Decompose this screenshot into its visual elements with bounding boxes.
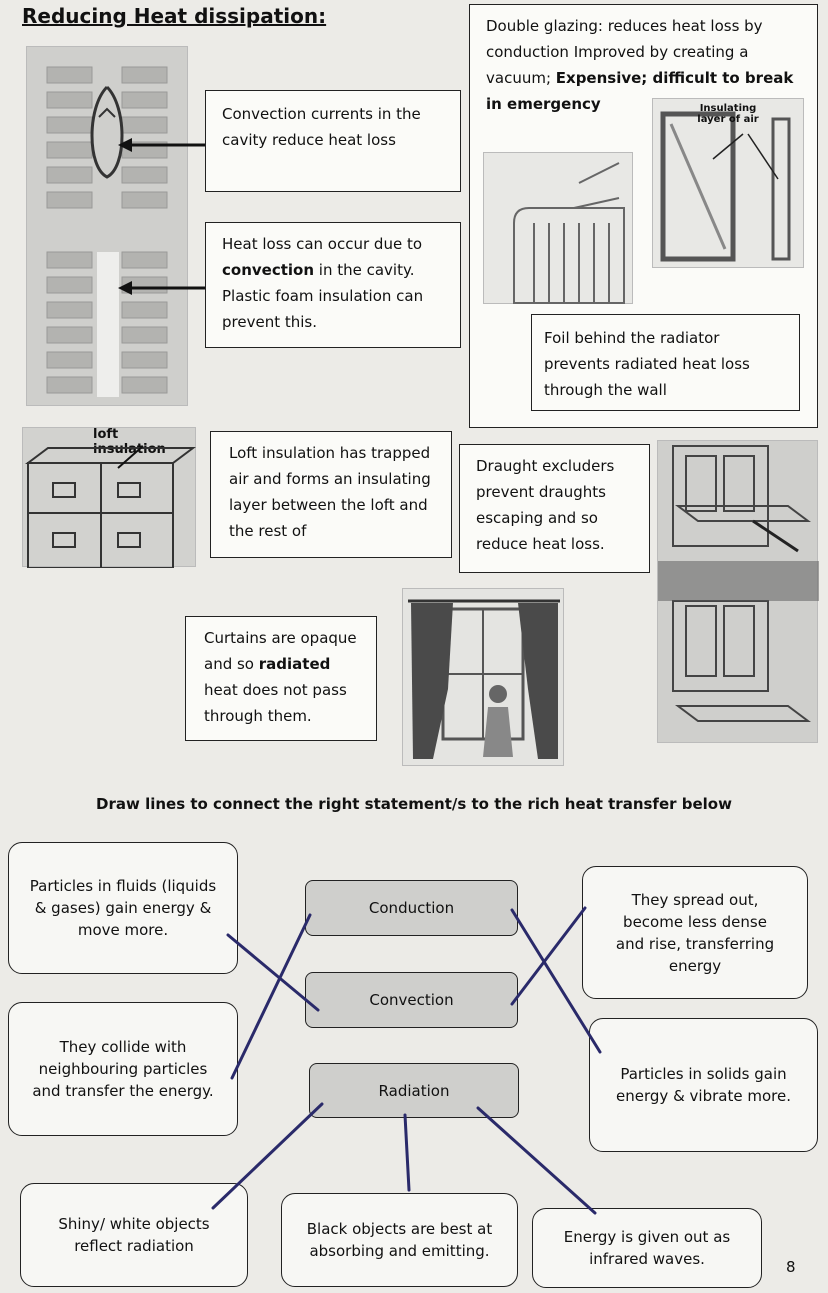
line-spread-convection (512, 908, 585, 1004)
loft-insulation-label: loft insulation (93, 427, 166, 457)
page-number: 8 (786, 1258, 796, 1276)
draught-box (459, 444, 650, 573)
double-glazing-image (652, 98, 804, 268)
loft-text: Loft insulation has trapped air and forms an insulating layer between the loft and the rest of (229, 444, 431, 540)
statement-infrared[interactable]: Energy is given out as infrared waves. (532, 1208, 762, 1288)
statement-solids[interactable]: Particles in solids gain energy & vibrate more. (589, 1018, 818, 1152)
curtains-text-a: Curtains are opaque and so (204, 629, 357, 673)
curtains-text-c: heat does not pass through them. (204, 681, 347, 725)
door-draught-excluder-image (657, 440, 818, 743)
instruction-text: Draw lines to connect the right statement/s to the rich heat transfer below (96, 795, 732, 813)
double-glazing-text-b: Expensive; difficult to break in emergency (486, 69, 794, 113)
page-title: Reducing Heat dissipation: (22, 4, 327, 28)
radiator-drawing (484, 153, 634, 305)
draught-text: Draught excluders prevent draughts escaping and so reduce heat loss. (476, 457, 615, 553)
loft-box (210, 431, 452, 558)
curtain-drawing (403, 589, 565, 767)
door-drawing (658, 441, 819, 744)
loft-drawing (23, 428, 197, 568)
curtains-box (185, 616, 377, 741)
insulating-layer-label: Insulating layer of air (697, 103, 759, 125)
curtains-text-b: radiated (258, 655, 331, 673)
curtains-image (402, 588, 564, 766)
cavity-foam-text-a: Heat loss can occur due to (222, 235, 423, 253)
line-black-radiation (405, 1115, 409, 1190)
radiation-box[interactable]: Radiation (309, 1063, 519, 1118)
cavity-convection-text: Convection currents in the cavity reduce heat loss (222, 105, 421, 149)
line-collide-conduction (232, 915, 310, 1078)
statement-spread[interactable]: They spread out, become less dense and rise, transferring energy (582, 866, 808, 999)
foil-box (531, 314, 800, 411)
statement-shiny[interactable]: Shiny/ white objects reflect radiation (20, 1183, 248, 1287)
cavity-convection-box (205, 90, 461, 192)
statement-black[interactable]: Black objects are best at absorbing and emitting. (281, 1193, 518, 1287)
loft-image (22, 427, 196, 567)
double-glazing-text-a: Double glazing: reduces heat loss by conduction Improved by creating a vacuum; (486, 17, 763, 87)
statement-fluids[interactable]: Particles in fluids (liquids & gases) gain energy & move more. (8, 842, 238, 974)
cavity-foam-text-b: convection (222, 261, 315, 279)
foil-text: Foil behind the radiator prevents radiated heat loss through the wall (544, 329, 750, 399)
convection-box[interactable]: Convection (305, 972, 518, 1028)
radiator-image (483, 152, 633, 304)
cavity-foam-text-c: in the cavity. Plastic foam insulation can prevent this. (222, 261, 424, 331)
cavity-foam-box (205, 222, 461, 348)
conduction-box[interactable]: Conduction (305, 880, 518, 936)
statement-collide[interactable]: They collide with neighbouring particles and transfer the energy. (8, 1002, 238, 1136)
